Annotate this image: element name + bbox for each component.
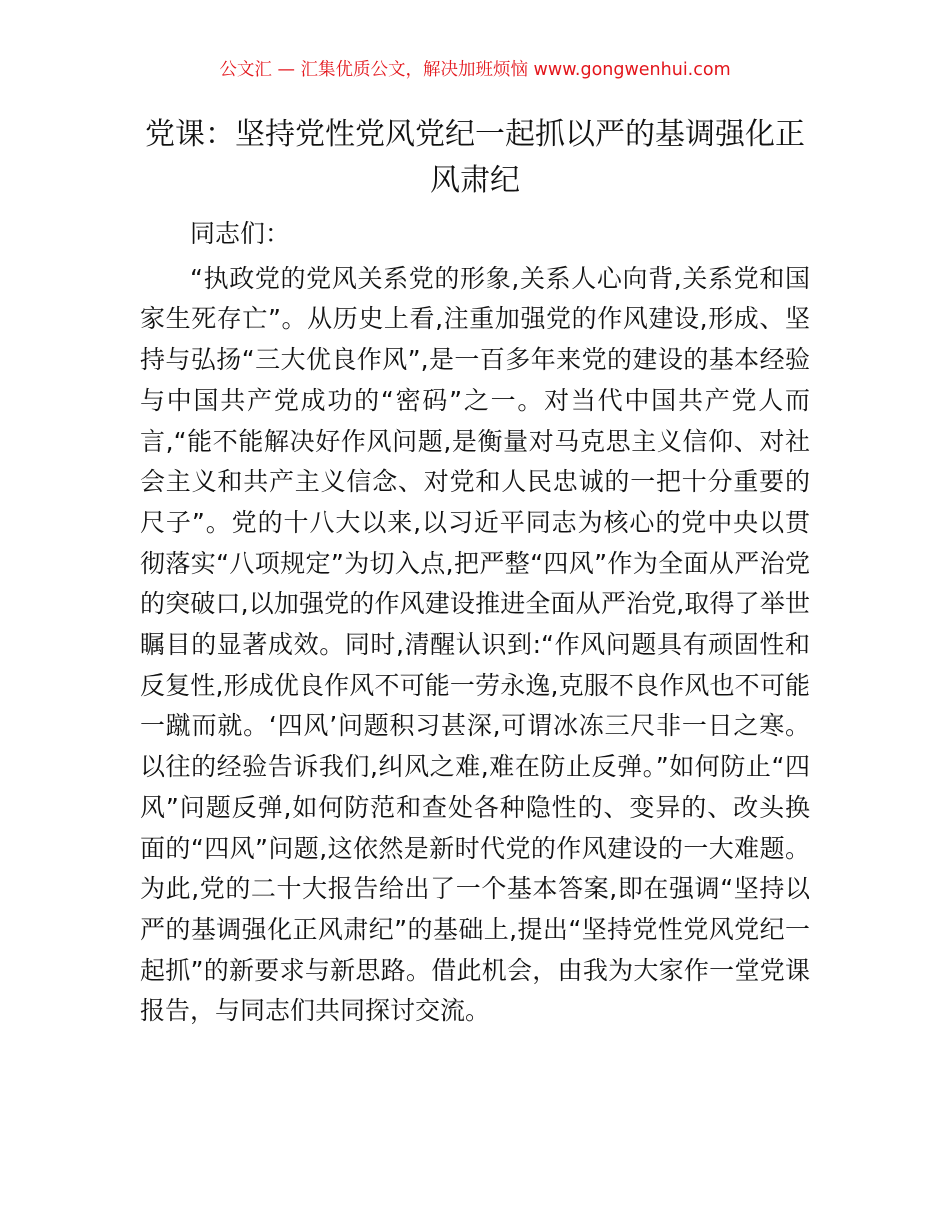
document-title: 党课：坚持党性党风党纪一起抓以严的基调强化正风肃纪 xyxy=(145,117,805,198)
document-body xyxy=(140,214,810,1032)
paragraph: “执政党的党风关系党的形象,关系人心向背,关系党和国家生死存亡”。从历史上看,注重加强党的作风建设,形成、坚持与弘扬“三大优良作风”,是一百多年来党的建设的基本经验与中国共产党成功的“密码”之一。对当代中国共产党人而言,“能不能解决好作风问题,是衡量对马克思主义信仰、对社会主义和共产主义信念、对党和人民忠诚的一把十分重要的尺子”。党的十八大以来,以习近平同志为核心的党中央以贯彻落实“八项规定”为切入点,把严整“四风”作为全面从严治党的突破口,以加强党的作风建设推进全面从严治党,取得了举世瞩目的显著成效。同时,清醒认识到:“作风问题具有顽固性和反复性,形成优良作风不可能一劳永逸,克服不良作风也不可能一蹴而就。‘四风’问题积习甚深,可谓冰冻三尺非一日之寒。以往的经验告诉我们,纠风之难,难在防止反弹。”如何防止“四风”问题反弹,如何防范和查处各种隐性的、变异的、改头换面的“四风”问题,这依然是新时代党的作风建设的一大难题。为此,党的二十大报告给出了一个基本答案,即在强调“坚持以严的基调强化正风肃纪”的基础上,提出“坚持党性党风党纪一起抓”的新要求与新思路。借此机会，由我为大家作一堂党课报告，与同志们共同探讨交流。 xyxy=(140,263,810,1026)
salutation: 同志们： xyxy=(190,219,291,248)
site-banner: 公文汇 — 汇集优质公文，解决加班烦恼 www.gongwenhui.com xyxy=(219,60,731,80)
